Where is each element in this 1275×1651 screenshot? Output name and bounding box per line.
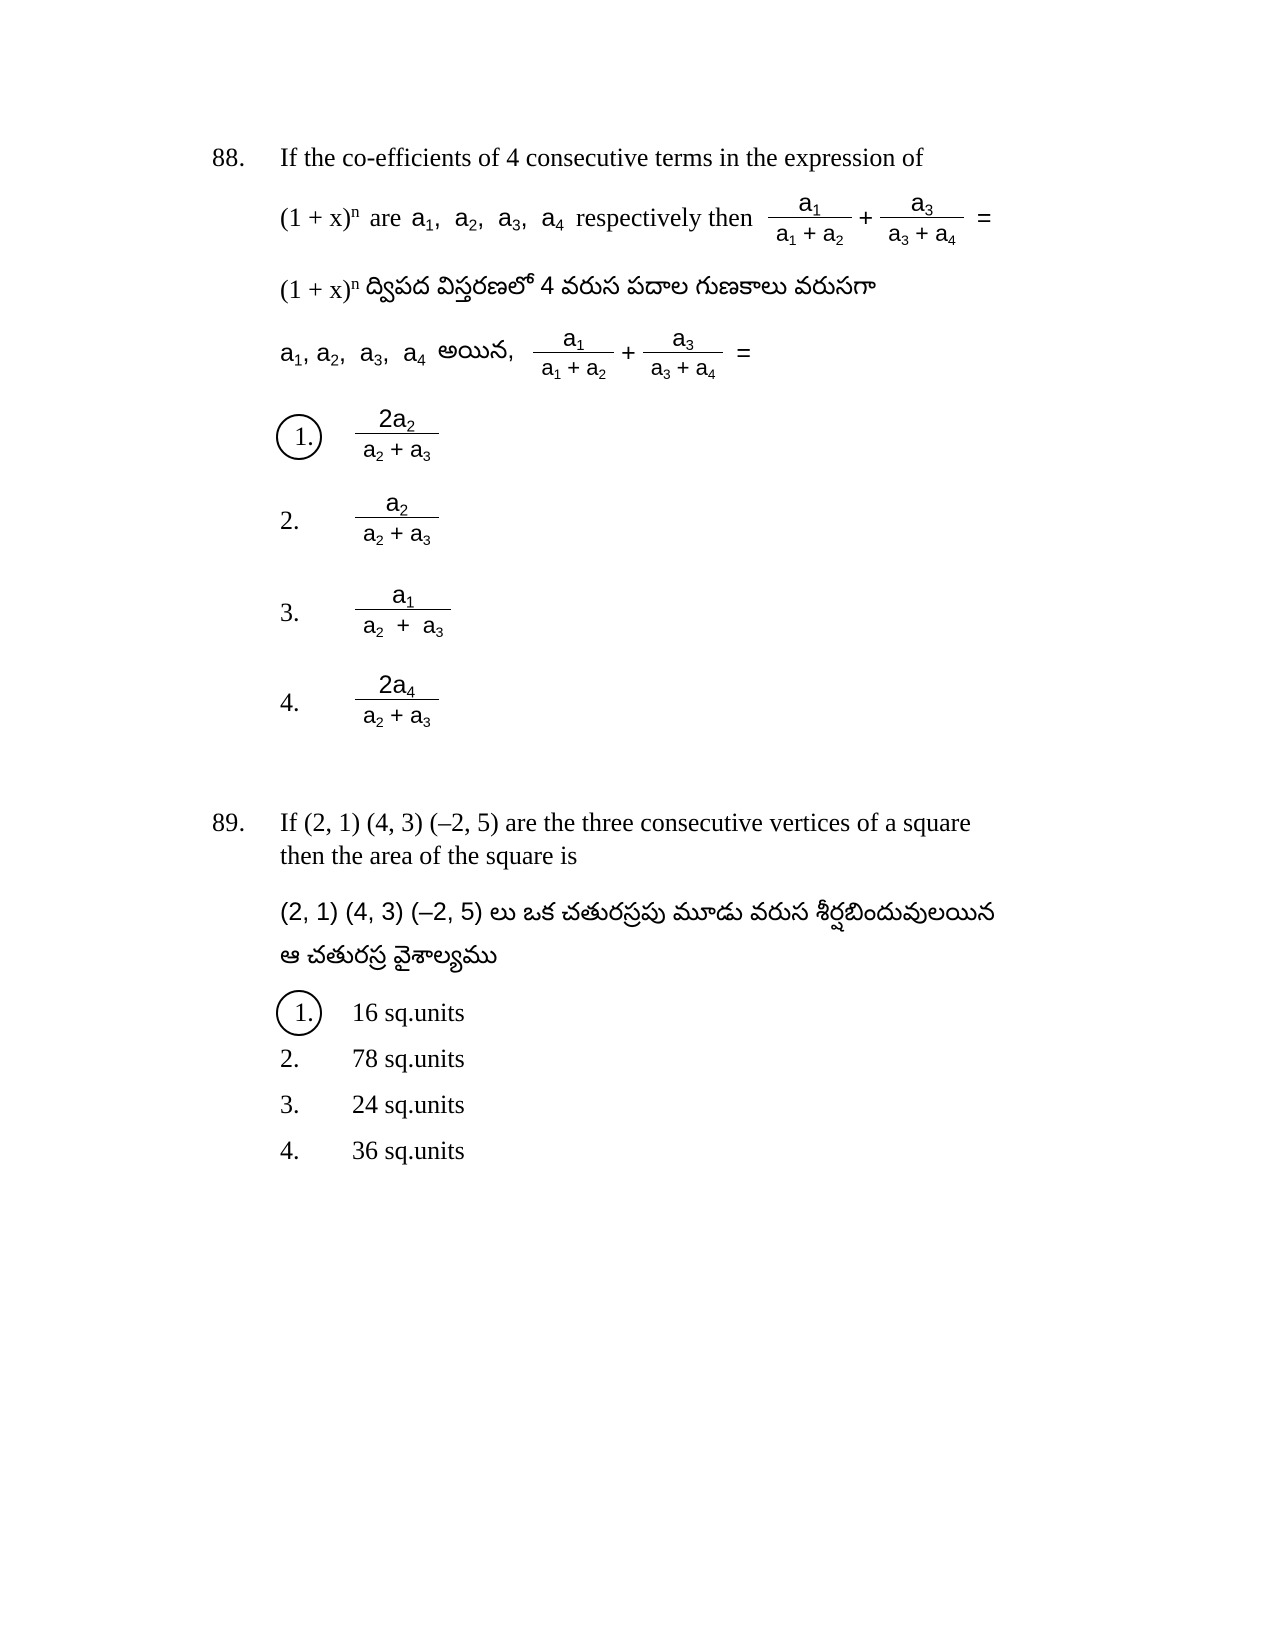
fraction-denominator: $a_2 + a_3$ [355, 609, 451, 638]
equals-sign: = [976, 203, 992, 232]
are-word: are [369, 203, 402, 233]
option-89-3-label: 3. [280, 1090, 300, 1119]
option-88-4-label: 4. [280, 688, 300, 717]
fraction-denominator: $a_1 + a_2$ [768, 217, 852, 246]
option-88-1[interactable] [280, 405, 444, 466]
fraction-numerator: $a_2$ [385, 489, 409, 520]
telugu-ayina-word: అయిన, [437, 335, 515, 364]
fraction-denominator: $a_2 + a_3$ [355, 517, 439, 546]
option-88-2-value [326, 489, 444, 550]
fraction-a3-over-a3-plus-a4 [880, 189, 964, 250]
option-89-1-marker[interactable] [280, 998, 326, 1028]
option-88-3[interactable] [280, 581, 456, 642]
fraction-2a4-over-a2-plus-a3 [355, 671, 439, 732]
binomial-expression-telugu [280, 275, 360, 305]
coefficient-list: $a_1$, $a_2$, $a_3$, $a_4$ [411, 203, 564, 235]
option-88-4[interactable] [280, 671, 444, 732]
option-89-3[interactable] [280, 1090, 465, 1120]
fraction-numerator: $2a_4$ [378, 671, 416, 702]
option-89-1[interactable] [280, 998, 465, 1028]
option-88-3-label: 3. [280, 598, 300, 627]
question-89-english-line-2: then the area of the square is [280, 841, 578, 870]
option-89-4-label: 4. [280, 1136, 300, 1165]
option-89-1-text: 16 sq.units [352, 998, 465, 1027]
option-89-4[interactable] [280, 1136, 465, 1166]
option-89-4-text: 36 sq.units [352, 1136, 465, 1165]
coefficient-list-telugu: $a_1$, $a_2$, $a_3$, $a_4$ [280, 338, 426, 370]
fraction-numerator: $a_1$ [798, 189, 821, 220]
question-89-telugu-line-1: (2, 1) (4, 3) (–2, 5) లు ఒక చతురస్రపు మూడు వరుస శీర్షబిందువులయిన [280, 898, 995, 926]
fraction-a1-over-a1-plus-a2-telugu [533, 326, 614, 380]
fraction-a3-over-a3-plus-a4-telugu [643, 326, 724, 380]
binomial-base: (1 + x) [280, 203, 351, 233]
telugu-statement-text: ద్విపద విస్తరణలో 4 వరుస పదాల గుణకాలు వరుసగా [365, 272, 877, 300]
plus-operator: + [858, 203, 874, 232]
fraction-numerator: $a_1$ [562, 325, 585, 355]
option-89-2-label: 2. [280, 1044, 300, 1073]
fraction-numerator: $a_3$ [910, 189, 934, 220]
binomial-exponent: n [350, 202, 360, 222]
question-88-telugu-line-2 [280, 326, 751, 380]
question-88-english-line-2 [280, 189, 992, 250]
option-88-2[interactable] [280, 489, 444, 550]
fraction-numerator: $2a_2$ [378, 405, 416, 436]
binomial-expression [280, 203, 360, 233]
question-89-english-line-1: If (2, 1) (4, 3) (–2, 5) are the three consecutive vertices of a square [280, 808, 971, 837]
option-88-4-value [326, 671, 444, 732]
option-88-3-value [326, 581, 456, 642]
equals-sign: = [736, 338, 752, 367]
fraction-a2-over-a2-plus-a3 [355, 489, 439, 550]
question-88-number: 88. [212, 143, 246, 172]
fraction-2a2-over-a2-plus-a3 [355, 405, 439, 466]
fraction-denominator: $a_3 + a_4$ [880, 217, 964, 246]
binomial-exponent: n [350, 273, 360, 293]
option-88-1-value [326, 405, 444, 466]
fraction-denominator: $a_1 + a_2$ [533, 352, 614, 380]
option-89-2[interactable] [280, 1044, 465, 1074]
plus-operator: + [621, 338, 636, 367]
option-88-1-label: 1. [294, 422, 314, 451]
question-88-english-line-1: If the co-efficients of 4 consecutive terms in the expression of [280, 143, 924, 172]
fraction-denominator: $a_2 + a_3$ [355, 699, 439, 728]
fraction-denominator: $a_2 + a_3$ [355, 433, 439, 462]
fraction-numerator: $a_1$ [391, 581, 415, 612]
binomial-base: (1 + x) [280, 274, 351, 304]
option-89-2-text: 78 sq.units [352, 1044, 465, 1073]
question-89-telugu-line-2: ఆ చతురస్ర వైశాల్యము [280, 941, 498, 969]
fraction-denominator: $a_3 + a_4$ [643, 352, 724, 380]
fraction-a1-over-a1-plus-a2 [768, 189, 852, 250]
option-88-2-label: 2. [280, 506, 300, 535]
fraction-a1-over-a2-plus-a3 [355, 581, 451, 642]
question-88-telugu-line-1 [280, 272, 876, 307]
option-89-1-label: 1. [294, 998, 314, 1027]
option-88-1-marker[interactable] [280, 422, 326, 452]
question-89-number: 89. [212, 808, 246, 837]
option-89-3-text: 24 sq.units [352, 1090, 465, 1119]
respectively-then-text: respectively then [575, 203, 753, 233]
fraction-numerator: $a_3$ [672, 325, 694, 355]
